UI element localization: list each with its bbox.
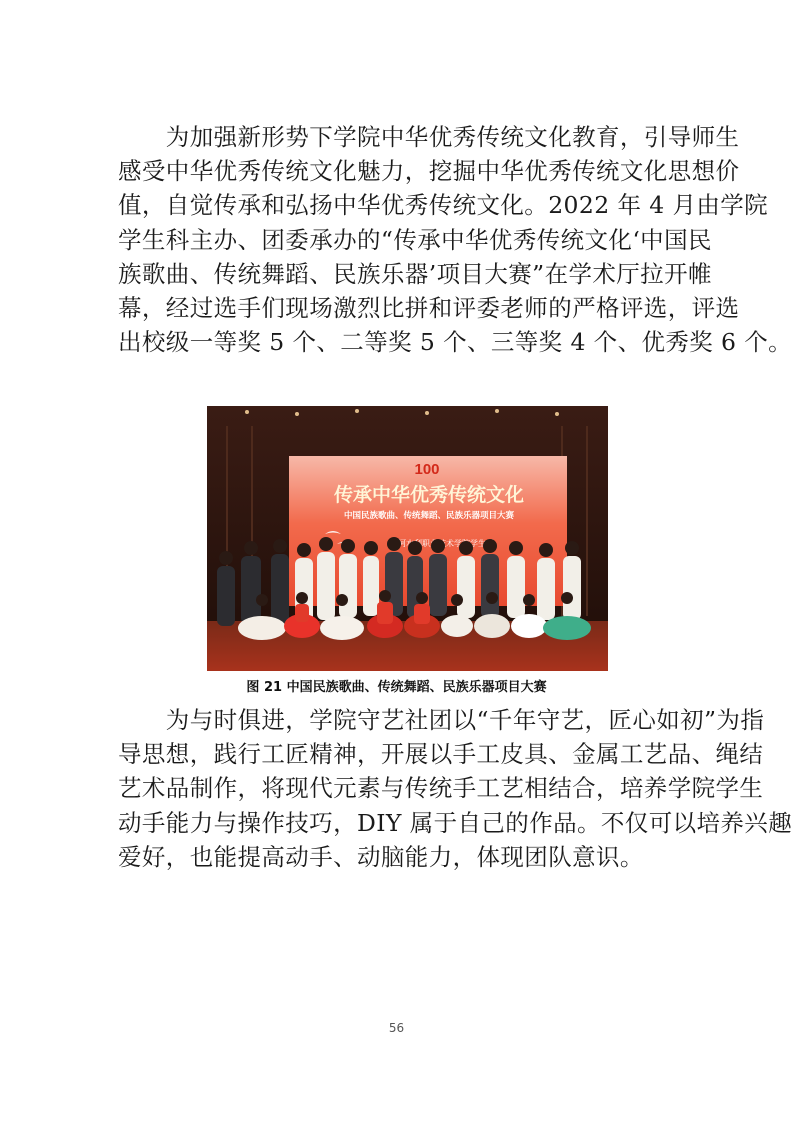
text-line: 艺术品制作，将现代元素与传统手工艺相结合，培养学院学生 [118, 774, 764, 803]
text-line: 动手能力与操作技巧，DIY 属于自己的作品。不仅可以培养兴趣 [118, 808, 793, 837]
text-line: 族歌曲、传统舞蹈、民族乐器’项目大赛”在学术厅拉开帷 [118, 259, 712, 288]
text-line: 爱好，也能提高动手、动脑能力，体现团队意识。 [118, 842, 644, 871]
competition-group-photo [207, 406, 608, 671]
text-line: 为加强新形势下学院中华优秀传统文化教育，引导师生 [118, 123, 740, 151]
text-line: 导思想，践行工匠精神，开展以手工皮具、金属工艺品、绳结 [118, 740, 764, 769]
text-line: 学生科主办、团委承办的“传承中华优秀传统文化‘中国民 [118, 225, 712, 254]
text-line: 出校级一等奖 5 个、二等奖 5 个、三等奖 4 个、优秀奖 6 个。 [118, 328, 793, 357]
page-number: 56 [388, 1021, 405, 1035]
text-line: 幕，经过选手们现场激烈比拼和评委老师的严格评选，评选 [118, 294, 740, 323]
screen-subtitle: 中国民族歌曲、传统舞蹈、民族乐器项目大赛 [343, 511, 515, 521]
paragraph-competition-intro [118, 120, 793, 359]
figure-caption: 图 21 中国民族歌曲、传统舞蹈、民族乐器项目大赛 [246, 680, 547, 695]
text-line: 值，自觉传承和弘扬中华优秀传统文化。2022 年 4 月由学院 [118, 191, 769, 220]
screen-title: 传承中华优秀传统文化 [333, 484, 525, 506]
text-line: 感受中华优秀传统文化魅力，挖掘中华优秀传统文化思想价 [118, 157, 740, 186]
text-line: 为与时俱进，学院守艺社团以“千年守艺，匠心如初”为指 [118, 706, 765, 734]
centennial-logo: 100 [414, 461, 440, 478]
paragraph-craft-club [118, 703, 793, 874]
